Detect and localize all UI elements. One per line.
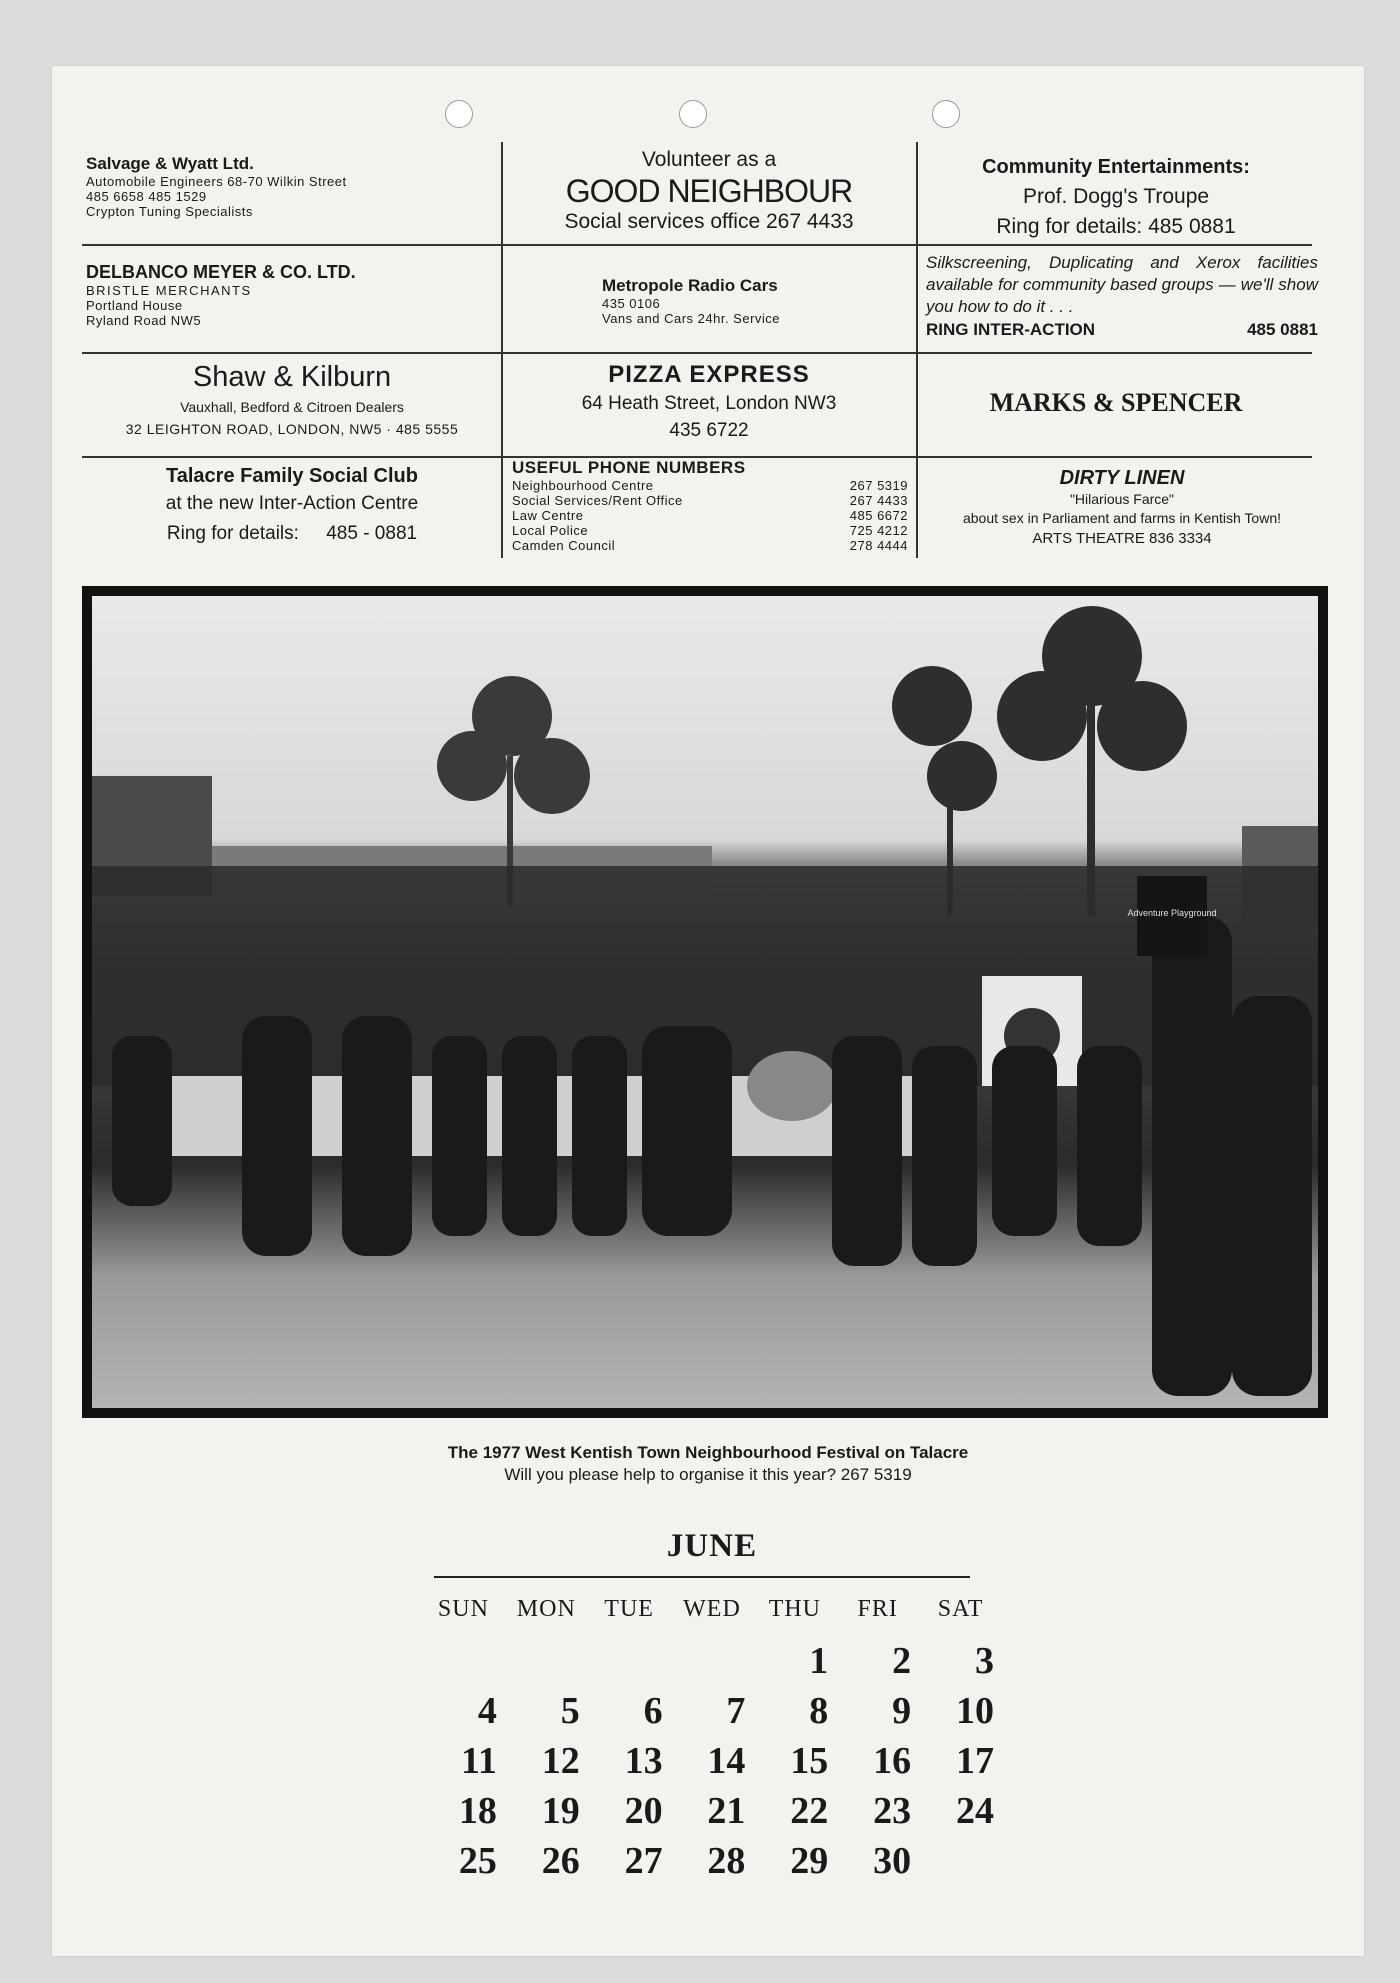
calendar-day: 22 [790,1790,829,1832]
ad-line: 64 Heath Street, London NW3 [581,393,837,414]
ad-title: Community Entertainments: [982,156,1250,178]
ad-phone: 485 0881 [1247,320,1318,339]
calendar-day: 25 [458,1840,497,1882]
ad-line: about sex in Parliament and farms in Kentish Town! [962,510,1282,526]
calendar-day: 27 [624,1840,663,1882]
ad-ring-label: Ring for details: [166,523,299,544]
ad-ring-label: RING INTER-ACTION [926,320,1096,339]
useful-row-number: 267 5319 [849,478,908,493]
calendar-day: 7 [726,1690,746,1732]
calendar-day: 1 [809,1640,829,1682]
useful-row-label: Camden Council [512,538,616,553]
calendar-day: 17 [955,1740,994,1782]
calendar-day: 4 [477,1690,497,1732]
useful-row-label: Social Services/Rent Office [512,493,683,508]
ad-line: Automobile Engineers 68-70 Wilkin Street [86,174,347,189]
drum [747,1051,837,1121]
ad-line: Vans and Cars 24hr. Service [602,311,781,326]
useful-phone-numbers [512,458,908,553]
caption-line-2: Will you please help to organise it this year? 267 5319 [504,1465,912,1484]
ad-headline: GOOD NEIGHBOUR [565,173,853,209]
weekday-header: SAT [937,1596,984,1622]
month-title [432,1528,992,1565]
ad-shaw-kilburn [86,358,498,440]
month-name: JUNE [666,1528,758,1564]
useful-row [512,478,908,493]
useful-row-number: 267 4433 [849,493,908,508]
calendar-day: 29 [790,1840,829,1882]
ad-title: Talacre Family Social Club [166,465,418,487]
calendar-day: 14 [707,1740,746,1782]
ad-line: 435 0106 [602,296,661,311]
ad-title: Metropole Radio Cars [602,276,778,295]
ad-dirty-linen [920,466,1324,550]
useful-row [512,508,908,523]
calendar-day: 3 [974,1640,994,1682]
ad-community-entertainments [920,152,1312,242]
useful-row-label: Neighbourhood Centre [512,478,654,493]
useful-row-number: 485 6672 [849,508,908,523]
weekday-header: TUE [604,1596,654,1622]
weekday-header: FRI [857,1596,898,1622]
ad-good-neighbour [504,148,914,234]
ad-title: Salvage & Wyatt Ltd. [86,154,254,173]
ad-divider-v1 [501,142,503,558]
calendar-day: 26 [541,1840,580,1882]
ad-line: ARTS THEATRE 836 3334 [1032,530,1212,547]
ad-marks-spencer [920,388,1312,418]
ad-line: Social services office 267 4433 [564,210,854,233]
ad-title: PIZZA EXPRESS [608,361,810,388]
useful-row [512,538,908,553]
calendar-day: 20 [624,1790,663,1832]
ad-line: "Hilarious Farce" [1069,491,1175,507]
calendar-day: 6 [643,1690,663,1732]
calendar-day: 24 [955,1790,994,1832]
calendar-empty-cell [505,1636,588,1686]
ad-line: Prof. Dogg's Troupe [1022,185,1210,208]
calendar-day: 30 [873,1840,912,1882]
calendar-day: 23 [873,1790,912,1832]
ad-line: at the new Inter-Action Centre [165,493,419,514]
ad-title: DELBANCO MEYER & CO. LTD. [86,262,356,282]
ad-salvage-wyatt [86,154,486,219]
calendar-day: 19 [541,1790,580,1832]
photo-illustration [92,596,1318,1408]
ad-line: 435 6722 [669,420,749,441]
useful-row [512,493,908,508]
calendar-empty-cell [422,1636,505,1686]
calendar-day: 9 [892,1690,912,1732]
ad-line: Ryland Road NW5 [86,313,202,328]
ad-line: BRISTLE MERCHANTS [86,283,252,298]
ad-line: 32 LEIGHTON ROAD, LONDON, NW5 · 485 5555 [125,421,459,437]
ad-pizza-express [504,360,914,444]
calendar-empty-cell [919,1836,1002,1886]
ad-line: Vauxhall, Bedford & Citroen Dealers [180,399,404,415]
calendar-day: 15 [790,1740,829,1782]
calendar-day: 11 [460,1740,497,1782]
calendar-day: 5 [560,1690,580,1732]
calendar-empty-cell [671,1636,754,1686]
punch-hole-center [679,100,707,128]
ad-intro: Volunteer as a [641,148,777,171]
calendar-empty-cell [588,1636,671,1686]
ad-talacre-club [86,462,498,550]
useful-row-number: 278 4444 [849,538,908,553]
ad-phone: 485 - 0881 [326,523,418,544]
calendar-day: 21 [707,1790,746,1832]
useful-row-label: Local Police [512,523,589,538]
useful-row-number: 725 4212 [849,523,908,538]
calendar-day: 18 [458,1790,497,1832]
useful-row-label: Law Centre [512,508,584,523]
calendar-day: 10 [955,1690,994,1732]
weekday-header: WED [683,1596,741,1622]
ad-title: DIRTY LINEN [1059,467,1185,489]
calendar-day: 28 [707,1840,746,1882]
ad-title: MARKS & SPENCER [989,388,1243,417]
ad-divider-v2 [916,142,918,558]
ad-divider-h2 [82,352,1312,354]
ad-body: Silkscreening, Duplicating and Xerox facilities available for community based groups — we'll show you how to do it . . . [926,253,1318,316]
weekday-header: SUN [437,1596,489,1622]
ad-line: Ring for details: 485 0881 [996,215,1236,238]
calendar-day: 8 [809,1690,829,1732]
ad-metropole-radio-cars [602,276,912,326]
festival-photo [82,586,1328,1418]
playground-sign-text: Adventure Playground [1127,908,1217,918]
weekday-header: THU [768,1596,822,1622]
ad-title: Shaw & Kilburn [192,361,392,393]
photo-caption [52,1442,1364,1486]
ad-delbanco-meyer [86,262,486,328]
calendar-page [52,66,1364,1956]
calendar-day: 13 [624,1740,663,1782]
calendar-grid [422,1596,1002,1886]
ad-line: Portland House [86,298,183,313]
festival-scene [92,596,1318,1408]
caption-line-1: The 1977 West Kentish Town Neighbourhood Festival on Talacre [447,1443,969,1462]
calendar-day: 16 [873,1740,912,1782]
useful-list [512,478,908,553]
useful-row [512,523,908,538]
punch-hole-left [445,100,473,128]
punch-hole-right [932,100,960,128]
ad-divider-h1 [82,244,1312,246]
ad-silkscreening [926,252,1318,340]
weekday-header: MON [516,1596,576,1622]
calendar-day: 2 [892,1640,912,1682]
ad-line: 485 6658 485 1529 [86,189,207,204]
ad-line: Crypton Tuning Specialists [86,204,253,219]
useful-title: USEFUL PHONE NUMBERS [512,458,746,477]
month-underline [434,1576,970,1578]
calendar-day: 12 [541,1740,580,1782]
